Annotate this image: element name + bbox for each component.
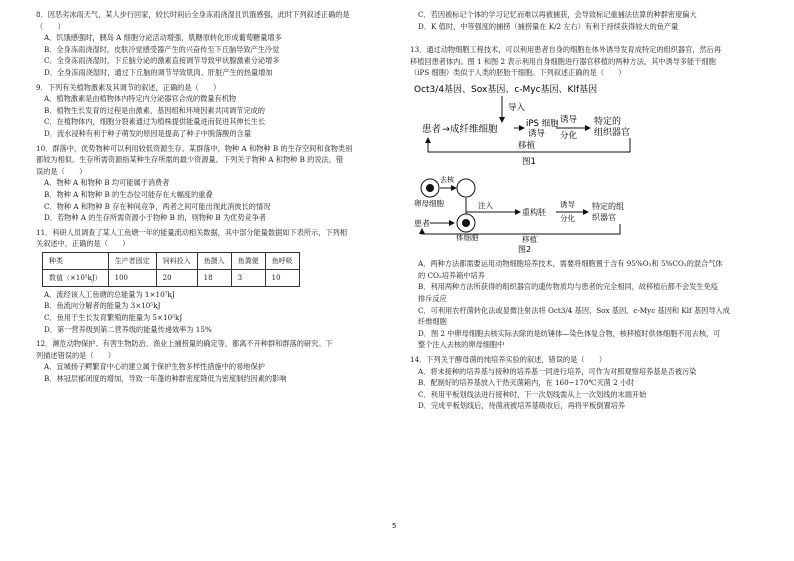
table-header: 生产者固定 (108, 252, 156, 269)
table-cell: 18 (197, 269, 231, 286)
left-column (36, 10, 388, 386)
fig1-organ-line1: 特定的 (594, 116, 622, 127)
fig1-fiber-cell-label: →成纤维细胞 (442, 123, 498, 135)
energy-table (42, 252, 300, 287)
table-row-label: 数值（×10⁵kJ） (43, 269, 109, 286)
q13-option-a-line2: 的 CO₂培养箱中培养 (418, 270, 485, 280)
q13-stem-line1: 13．通过动物细胞工程技术，可以利用患者自身的细胞在体外诱导发育成特定的组织器官，然后再 (410, 45, 722, 55)
q14-option-b: B．配制好的培养基放入干热灭菌箱内，在 160~170℃灭菌 2 小时 (418, 378, 635, 388)
fig1-patient-label: 患者 (422, 123, 442, 135)
q14-stem: 14．下列关于酵母菌的纯培养实验的叙述，错误的是（ ） (410, 354, 607, 364)
q9-option-b: B．植物生长发育的过程是由激素、基因组和环境因素共同调节完成的 (44, 105, 265, 115)
q8-paren: （ ） (36, 21, 65, 31)
q13-stem-line2: 移植回患者体内。图 1 和图 2 表示利用自身细胞进行器官移植的两种方法，其中诱导多能干细胞 (410, 56, 716, 66)
question-12 (36, 339, 388, 384)
q13-option-c-line2: 纤维细胞 (418, 317, 447, 327)
fig2-patient-label: 患者 (414, 218, 430, 228)
q11-stem-line2: 关叙述中，正确的是（ ） (36, 239, 130, 249)
fig2-inject-label: 注入 (478, 200, 493, 210)
fig2-caption: 图2 (518, 244, 532, 254)
q13-option-b-line1: B．利用两种方法所获得的组织器官的遗传物质均与患者的完全相同，故移植后都不会发生免疫 (418, 282, 718, 292)
fig1-caption: 图1 (522, 156, 536, 167)
q10-option-d: D．若物种 A 的生存所需资源小于物种 B 的，则物种 B 为优势竞争者 (44, 213, 267, 223)
q10-stem-line3: 误的是（ ） (36, 166, 87, 176)
fig2-enucleate-label: 去核 (440, 175, 454, 184)
question-12-continued (410, 10, 762, 32)
q13-option-d-line1: D．图 2 中卵母细胞去核实际去除的是纺锤体—染色体复合物，核移植时供体细胞不用去核，可 (418, 328, 721, 338)
q9-option-d: D．流水浸种有利于种子萌发的原因是提高了种子中脱落酸的含量 (44, 128, 252, 138)
q11-option-a: A．流经该人工鱼塘的总能量为 1×10⁷kJ (44, 289, 175, 299)
table-header: 种类 (43, 252, 109, 269)
fig1-genes-label: Oct3/4基因、Sox基因、c-Myc基因、Klf基因 (414, 84, 598, 95)
question-8 (36, 10, 388, 79)
table-row (43, 269, 300, 286)
fig2-induce-label: 诱导 (560, 199, 575, 209)
q14-option-a: A．将未接种的培养基与接种的培养基一同进行培养，可作为对照观察培养基是否被污染 (418, 366, 697, 376)
q12-option-c: C．若因被标记个体的学习记忆而难以再被捕获，会导致标记重捕法估算的种群密度偏大 (418, 10, 697, 19)
q13-option-a-line1: A．两种方法都需要运用动物细胞培养技术，需要将细胞置于含有 95%O₂和 5%CO₂的混合气体 (418, 259, 723, 269)
q12-stem-line1: 12．濒危动物保护、有害生物防治、渔业上捕捞量的确定等，都离不开种群和群落的研究。下 (36, 339, 333, 349)
table-header: 鱼摄入 (197, 252, 231, 269)
q9-option-a: A．植物激素是由植物体内特定内分泌器官合成的微量有机物 (44, 94, 237, 104)
fig2-transplant-label: 移植 (522, 234, 537, 244)
q12-option-a: A．宜城扬子鳄繁育中心的建立属于保护生物多样性措施中的易地保护 (44, 362, 265, 372)
fig2-organ-line2: 织器官 (592, 212, 616, 222)
fig1-differentiate-label: 分化 (560, 130, 578, 141)
q14-option-c: C．利用平板划线法进行接种时，下一次划线需从上一次划线的末端开始 (418, 389, 647, 399)
fig2-somatic-label: 体细胞 (456, 232, 479, 242)
q13-option-b-line2: 排斥反应 (418, 293, 447, 303)
q8-stem: 8．因恶劣冰雨天气，某人步行回家，较长时间后全身冻雨浇湿且饥饿感强，此时下列叙述正确的是 (36, 10, 350, 19)
fig1-induce-label: 诱导 (528, 128, 546, 139)
fig1-transplant-label: 移植 (518, 140, 536, 151)
q10-stem-line1: 10．群落中，优势物种可以利用较低资源生存。某群落中，物种 A 和物种 B 的生存空间和食物类别 (36, 143, 353, 153)
table-header: 饲料投入 (156, 252, 197, 269)
question-13 (410, 45, 762, 351)
q8-option-b: B．全身冻雨浇湿时，皮肤冷觉感受器产生的兴奋传至下丘脑导致产生冷觉 (44, 44, 280, 54)
fig1-induce-top: 诱导 (560, 114, 578, 125)
q13-option-d-line2: 整个注入去核的卵母细胞中 (418, 340, 505, 350)
q8-option-d: D．全身冻雨浇湿时，通过下丘脑的调节导致肌肉、肝脏产生的热量增加 (44, 67, 273, 77)
right-column (410, 10, 762, 413)
q11-option-d: D．第一营养级到第二营养级的能量传递效率为 15% (44, 324, 212, 334)
somatic-nucleus-icon (462, 219, 470, 227)
q11-option-b: B．鱼流向分解者的能量为 3×10⁵kJ (44, 301, 161, 311)
q11-stem-line1: 11．科研人员调查了某人工鱼塘一年的能量流动相关数据，其中部分能量数据如下表所示，下列相 (36, 227, 348, 237)
q8-option-a: A．饥饿感强时，胰岛 A 细胞分泌活动增强，肌糖原转化形成葡萄糖量增多 (44, 33, 282, 43)
q9-stem: 9．下列有关植物激素及其调节的叙述，正确的是（ ） (36, 82, 221, 92)
table-header: 鱼粪便 (231, 252, 265, 269)
question-9 (36, 83, 388, 140)
question-11 (36, 228, 388, 336)
fig1-ips-label: iPS 细胞 (526, 118, 559, 129)
q8-option-c: C．全身冻雨浇湿时，下丘脑分泌的激素直接调节导致甲状腺激素分泌增多 (44, 56, 280, 66)
enucleated-oocyte-icon (457, 179, 475, 197)
oocyte-nucleus-icon (426, 184, 434, 192)
q12-stem-line2: 列描述错误的是（ ） (36, 350, 116, 360)
table-header-row (43, 252, 300, 269)
fig1-import-label: 导入 (508, 102, 526, 113)
q10-option-c: C．物种 A 和物种 B 存在种间竞争，两者之间可能出现此消彼长的情况 (44, 201, 271, 211)
question-14 (410, 355, 762, 412)
q10-option-b: B．物种 A 和物种 B 的生态位可能存在大幅度的重叠 (44, 189, 213, 199)
fig1-organ-line2: 组织器官 (594, 127, 631, 138)
q10-option-a: A．物种 A 和物种 B 均可能属于消费者 (44, 178, 170, 188)
page-number: 5 (392, 522, 397, 530)
q10-stem-line2: 都较为相似。生存所需资源指某种生存所需的最少资源量。下列关于物种 A 和物种 B 的说法，错 (36, 155, 344, 165)
fig2-oocyte-label: 卵母细胞 (414, 198, 444, 208)
table-cell: 10 (265, 269, 299, 286)
question-10 (36, 144, 388, 224)
figure-1-diagram (410, 82, 762, 168)
figure-2-diagram (410, 176, 762, 254)
table-cell: 100 (108, 269, 156, 286)
q14-option-d: D．完成平板划线后，待菌液被培养基吸收后，再将平板倒置培养 (418, 401, 626, 411)
q13-option-c-line1: C．可利用农杆菌转化法或显微注射法将 Oct3/4 基因、Sox 基因、c-Myc 基因和 Klf 基因导入成 (418, 305, 730, 315)
table-cell: 3 (231, 269, 265, 286)
q9-option-c: C．在植物体内，细胞分裂素通过为植株提供能量进而促进其伸长生长 (44, 117, 266, 127)
table-cell: 20 (156, 269, 197, 286)
fig2-embryo-label: 重构胚 (522, 207, 546, 217)
fig2-organ-line1: 特定的组 (592, 201, 624, 211)
q11-option-c: C．鱼用于生长发育繁殖的能量为 5×10⁵kJ (44, 313, 183, 323)
fig2-differentiate-label: 分化 (560, 213, 575, 223)
q12-option-d: D．K 值时，中等强度的捕捞（捕捞量在 K/2 左右）有利于持续获得较大的鱼产量 (418, 21, 679, 31)
table-header: 鱼呼吸 (265, 252, 299, 269)
q13-stem-line3: （iPS 细胞）类似于人类的胚胎干细胞。下列叙述正确的是（ ） (410, 68, 626, 78)
q12-option-b: B．林冠层郁闭度的增加，导致一年蓬的种群密度降低为密度制约因素的影响 (44, 374, 287, 384)
